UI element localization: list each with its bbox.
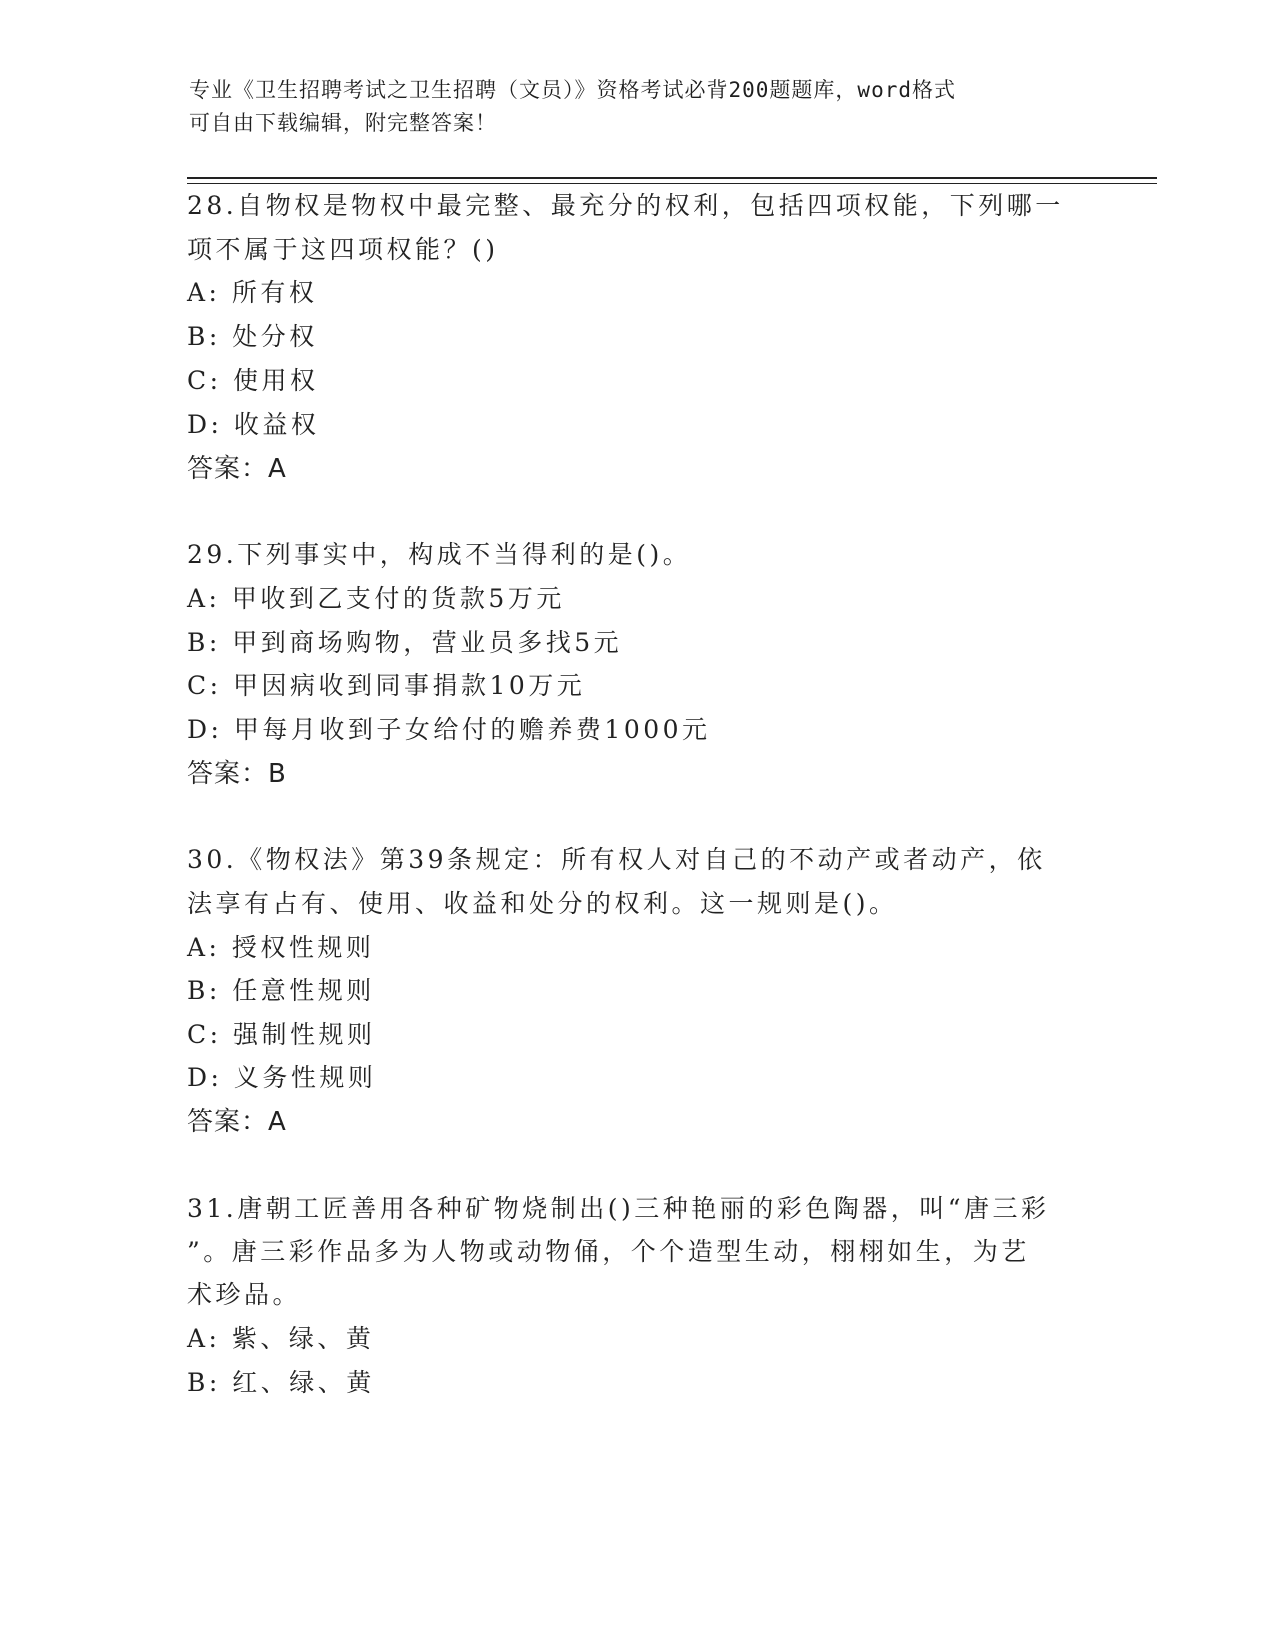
header-line-2: 可自由下载编辑，附完整答案！ — [189, 111, 497, 135]
option-b: B: 任意性规则 — [187, 976, 375, 1005]
question-stem: 31.唐朝工匠善用各种矿物烧制出()三种艳丽的彩色陶器，叫“唐三彩 — [187, 1194, 1050, 1223]
header-line-1: 专业《卫生招聘考试之卫生招聘（文员）》资格考试必背200题题库，word格式 — [189, 78, 956, 102]
option-d: D: 义务性规则 — [187, 1063, 377, 1092]
question-stem: 法享有占有、使用、收益和处分的权利。这一规则是()。 — [187, 889, 898, 918]
option-a: A: 紫、绿、黄 — [187, 1324, 375, 1353]
answer-line: 答案：A — [187, 1107, 287, 1137]
option-b: B: 红、绿、黄 — [187, 1368, 375, 1397]
option-b: B: 甲到商场购物，营业员多找5元 — [187, 628, 623, 657]
question-stem: ”。唐三彩作品多为人物或动物俑，个个造型生动，栩栩如生，为艺 — [187, 1237, 1030, 1266]
question-stem: 28.自物权是物权中最完整、最充分的权利，包括四项权能，下列哪一 — [187, 191, 1064, 220]
question-stem: 29.下列事实中，构成不当得利的是()。 — [187, 540, 692, 569]
question-stem: 项不属于这四项权能？() — [187, 235, 499, 264]
answer-line: 答案：B — [187, 759, 287, 789]
answer-line: 答案：A — [187, 454, 287, 484]
option-a: A: 所有权 — [187, 278, 318, 307]
option-d: D: 收益权 — [187, 410, 320, 439]
header-divider-thin — [187, 183, 1157, 184]
option-a: A: 授权性规则 — [187, 933, 375, 962]
option-d: D: 甲每月收到子女给付的赡养费1000元 — [187, 715, 711, 744]
header-divider-thick — [187, 177, 1157, 179]
option-a: A: 甲收到乙支付的货款5万元 — [187, 584, 565, 613]
question-stem: 术珍品。 — [187, 1280, 302, 1309]
option-c: C: 强制性规则 — [187, 1020, 376, 1049]
option-c: C: 使用权 — [187, 366, 319, 395]
option-b: B: 处分权 — [187, 322, 318, 351]
question-stem: 30.《物权法》第39条规定：所有权人对自己的不动产或者动产，依 — [187, 845, 1046, 874]
option-c: C: 甲因病收到同事捐款10万元 — [187, 671, 586, 700]
document-header — [189, 74, 1089, 140]
